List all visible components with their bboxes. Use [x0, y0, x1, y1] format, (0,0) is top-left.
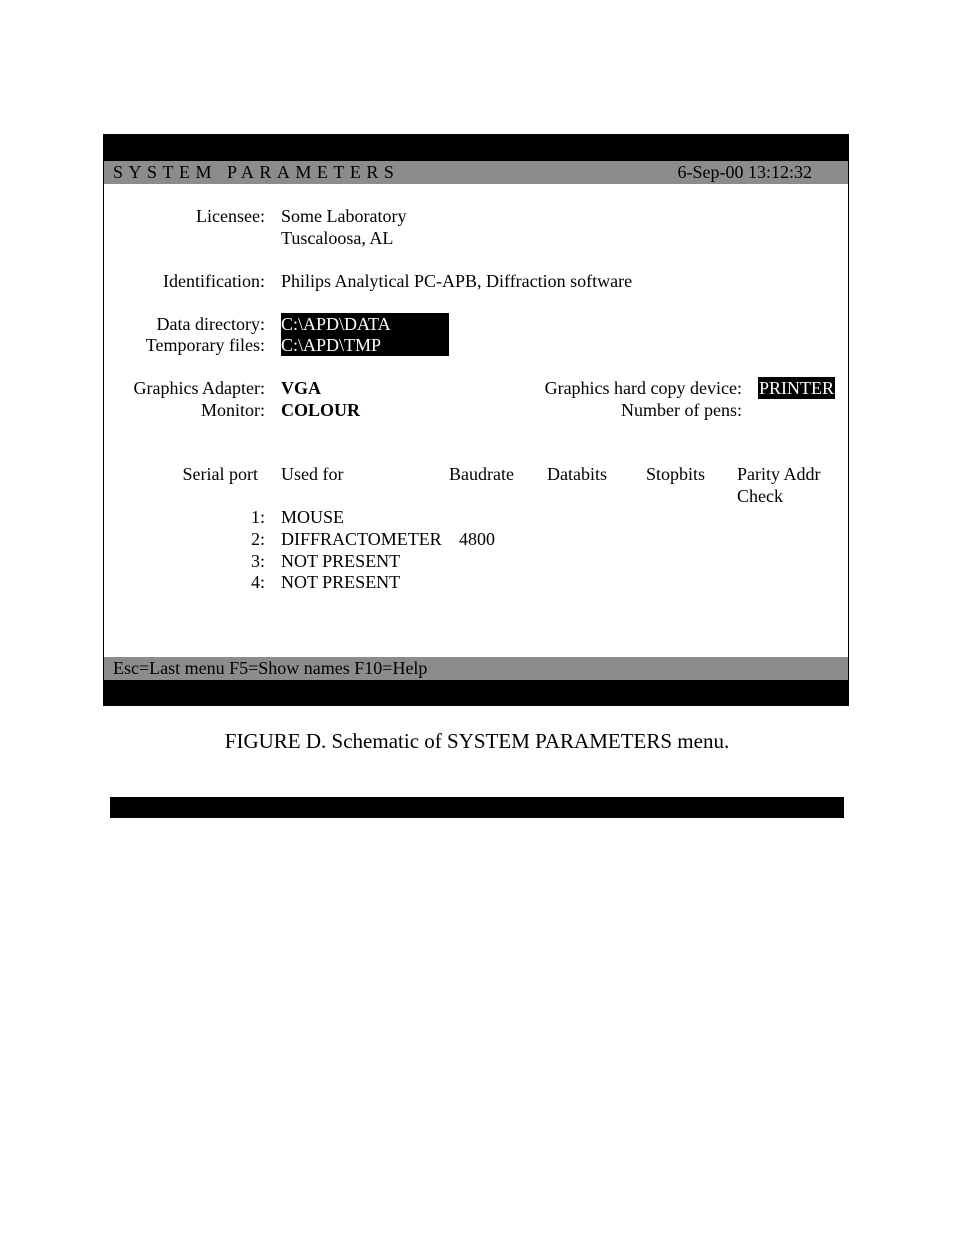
col-header-databits: Databits [547, 464, 607, 484]
col-header-parity: Parity Addr [737, 464, 821, 484]
graphics-adapter-value[interactable]: VGA [281, 378, 321, 398]
data-directory-field[interactable]: C:\APD\DATA [281, 313, 449, 335]
bottom-black-bar [104, 680, 848, 706]
identification-value: Philips Analytical PC-APB, Diffraction software [281, 271, 633, 291]
col-header-check: Check [737, 486, 783, 506]
table-row-num: 4: [250, 572, 265, 592]
datetime-display: 6-Sep-00 13:12:32 [677, 162, 812, 182]
monitor-value[interactable]: COLOUR [281, 400, 361, 420]
col-header-baudrate: Baudrate [449, 464, 514, 484]
graphics-adapter-label: Graphics Adapter: [133, 378, 265, 398]
window-title: SYSTEM PARAMETERS [113, 162, 400, 182]
table-row-used-for[interactable]: DIFFRACTOMETER [281, 529, 442, 549]
status-bar-text: Esc=Last menu F5=Show names F10=Help [113, 658, 428, 678]
monitor-label: Monitor: [200, 400, 265, 420]
table-row-used-for[interactable]: NOT PRESENT [281, 551, 401, 571]
temporary-files-field[interactable]: C:\APD\TMP [281, 334, 449, 356]
col-header-used-for: Used for [281, 464, 344, 484]
pens-label: Number of pens: [621, 400, 742, 420]
status-bar [104, 657, 848, 680]
figure-caption: FIGURE D. Schematic of SYSTEM PARAMETERS menu. [224, 729, 730, 753]
hard-copy-field[interactable]: PRINTER [759, 378, 835, 398]
table-row-num: 3: [250, 551, 265, 571]
table-row-used-for[interactable]: MOUSE [281, 507, 345, 527]
title-bar [104, 161, 848, 184]
licensee-label: Licensee: [196, 206, 265, 226]
top-black-bar [104, 135, 848, 161]
col-header-serial-port: Serial port [182, 464, 258, 484]
table-row-num: 2: [250, 529, 265, 549]
temporary-files-label: Temporary files: [145, 335, 265, 355]
hard-copy-label: Graphics hard copy device: [544, 378, 742, 398]
system-parameters-window [103, 134, 849, 706]
page-divider-bar [110, 797, 844, 818]
licensee-location: Tuscaloosa, AL [281, 228, 394, 248]
col-header-stopbits: Stopbits [646, 464, 706, 484]
table-row-used-for[interactable]: NOT PRESENT [281, 572, 401, 592]
licensee-name: Some Laboratory [281, 206, 407, 226]
table-row-num: 1: [250, 507, 265, 527]
table-row-baud[interactable]: 4800 [459, 529, 495, 549]
identification-label: Identification: [163, 271, 265, 291]
data-directory-label: Data directory: [156, 314, 265, 334]
